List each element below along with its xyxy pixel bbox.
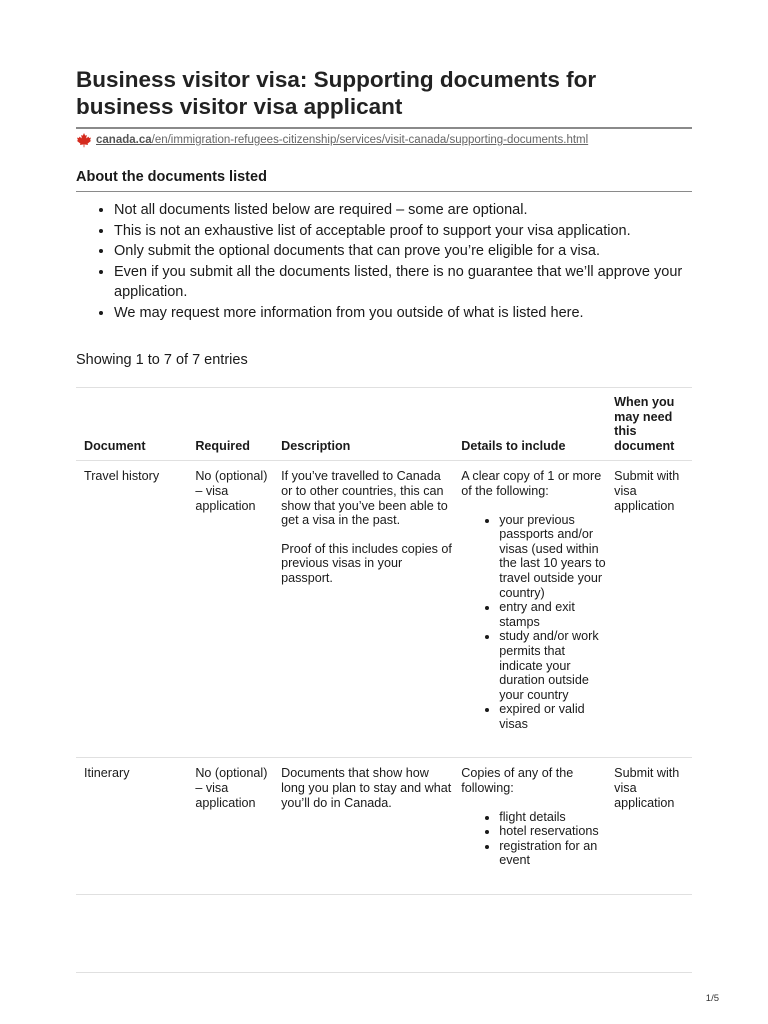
description-paragraph: Proof of this includes copies of previous visas in your passport.: [281, 541, 452, 585]
details-list: [461, 513, 606, 732]
list-item: • flight details: [499, 810, 606, 825]
documents-table: [76, 387, 692, 895]
column-header-details[interactable]: Details to include: [461, 438, 566, 453]
cell-required: No (optional) – visa application: [195, 766, 268, 810]
list-item: • This is not an exhaustive list of acceptable proof to support your visa application.: [114, 221, 692, 242]
cell-document: Itinerary: [84, 766, 130, 781]
list-item: • hotel reservations: [499, 824, 606, 839]
list-item: • expired or valid visas: [499, 702, 606, 731]
details-list: [461, 810, 606, 868]
cell-details: [453, 758, 606, 895]
list-item: • Only submit the optional documents that can prove you’re eligible for a visa.: [114, 241, 692, 262]
cell-document: Travel history: [84, 469, 160, 484]
column-header-document[interactable]: Document: [84, 438, 146, 453]
list-item: • Even if you submit all the documents listed, there is no guarantee that we’ll approve your application.: [114, 262, 692, 303]
column-header-required[interactable]: Required: [195, 438, 250, 453]
details-intro: Copies of any of the following:: [461, 766, 574, 796]
title-divider: [76, 127, 692, 129]
list-item: • study and/or work permits that indicate your duration outside your country: [499, 629, 606, 702]
list-item: • registration for an event: [499, 839, 606, 868]
cell-when: Submit with visa application: [614, 469, 680, 513]
table-row: [76, 461, 692, 758]
cell-when: Submit with visa application: [614, 766, 680, 810]
description-paragraph: Documents that show how long you plan to stay and what you’ll do in Canada.: [281, 766, 452, 810]
about-list: [76, 200, 692, 323]
cell-details: [453, 461, 606, 758]
details-intro: A clear copy of 1 or more of the following:: [461, 469, 602, 498]
page-number: 1/5: [705, 993, 719, 1004]
section-divider: [76, 191, 692, 192]
maple-leaf-icon: [76, 132, 92, 148]
table-row: [76, 758, 692, 895]
section-heading: About the documents listed: [76, 169, 267, 185]
column-header-when[interactable]: When you may need this document: [614, 395, 675, 453]
table-header-row: [76, 388, 692, 461]
list-item: • entry and exit stamps: [499, 600, 606, 629]
source-path[interactable]: /en/immigration-refugees-citizenship/services/visit-canada/supporting-documents.html: [151, 134, 589, 146]
table-divider: [76, 972, 692, 973]
cell-required: No (optional) – visa application: [195, 469, 268, 513]
source-domain[interactable]: canada.ca: [96, 134, 152, 146]
list-item: • We may request more information from you outside of what is listed here.: [114, 303, 692, 324]
source-link[interactable]: [76, 132, 588, 148]
description-paragraph: If you’ve travelled to Canada or to other countries, this can show that you’ve been able to get a visa in the past.: [281, 469, 448, 528]
list-item: • your previous passports and/or visas (used within the last 10 years to travel outside your country): [499, 513, 606, 601]
entries-count: Showing 1 to 7 of 7 entries: [76, 352, 248, 368]
cell-description: [273, 461, 453, 758]
column-header-description[interactable]: Description: [281, 438, 351, 453]
list-item: • Not all documents listed below are required – some are optional.: [114, 200, 692, 221]
page-title: Business visitor visa: Supporting documents for business visitor visa applicant: [76, 67, 597, 119]
cell-description: [273, 758, 453, 895]
